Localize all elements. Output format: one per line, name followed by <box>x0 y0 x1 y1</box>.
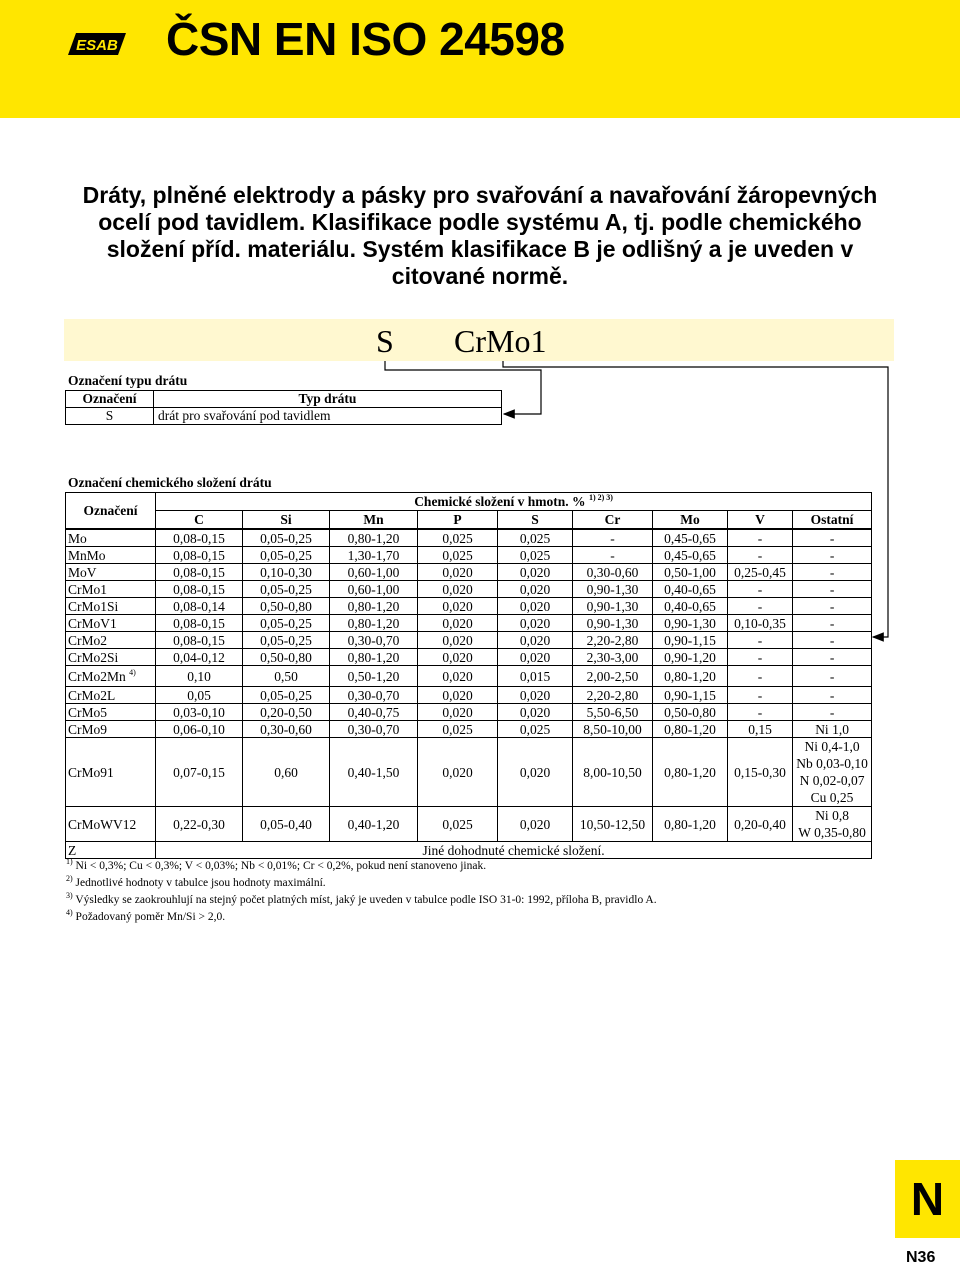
chemistry-cell-p: 0,020 <box>418 632 498 649</box>
chemistry-cell-mn: 0,60-1,00 <box>330 581 418 598</box>
chemistry-cell-mo: 0,90-1,20 <box>653 649 728 666</box>
chemistry-row-z <box>66 842 872 859</box>
chemistry-cell-mo: 0,80-1,20 <box>653 807 728 842</box>
chemistry-row-designation <box>66 547 156 564</box>
footnote <box>66 858 657 875</box>
chemistry-row-name: CrMo9 <box>68 721 108 737</box>
footnote <box>66 892 657 909</box>
chemistry-row-designation <box>66 687 156 704</box>
chemistry-cell-mn: 0,80-1,20 <box>330 615 418 632</box>
chemistry-cell-s: 0,020 <box>498 649 573 666</box>
chemistry-cell-mo: 0,45-0,65 <box>653 529 728 547</box>
chemistry-cell-p: 0,025 <box>418 721 498 738</box>
chemistry-cell-mn: 0,80-1,20 <box>330 529 418 547</box>
footnote-ref: 3) <box>66 891 73 900</box>
chemistry-row <box>66 529 872 547</box>
chemistry-cell-s: 0,020 <box>498 687 573 704</box>
chemistry-header-row-2 <box>66 511 872 530</box>
chemistry-row-designation <box>66 615 156 632</box>
chemistry-cell-s: 0,025 <box>498 529 573 547</box>
page-number: N36 <box>906 1249 936 1266</box>
chemistry-cell-mn: 1,30-1,70 <box>330 547 418 564</box>
chemistry-cell-other: - <box>793 598 872 615</box>
chemistry-row-name: CrMo2Si <box>68 649 119 665</box>
chemistry-cell-p: 0,025 <box>418 547 498 564</box>
chemistry-row-designation <box>66 704 156 721</box>
chemistry-cell-s: 0,020 <box>498 632 573 649</box>
chemistry-cell-mn: 0,60-1,00 <box>330 564 418 581</box>
chemistry-cell-mn: 0,30-0,70 <box>330 721 418 738</box>
chemistry-cell-mo: 0,50-1,00 <box>653 564 728 581</box>
chemistry-cell-mn: 0,80-1,20 <box>330 598 418 615</box>
chemistry-cell-c: 0,08-0,15 <box>156 632 243 649</box>
chemistry-row-designation <box>66 649 156 666</box>
chemistry-row <box>66 615 872 632</box>
chemistry-col-header: V <box>728 511 793 530</box>
footnote-text: Jednotlivé hodnoty v tabulce jsou hodnoty maximální. <box>75 877 326 889</box>
chemistry-cell-p: 0,020 <box>418 581 498 598</box>
chemistry-cell-p: 0,020 <box>418 649 498 666</box>
chemistry-cell-other: - <box>793 687 872 704</box>
chemistry-other-line: Cu 0,25 <box>810 790 854 805</box>
chemistry-cell-mn: 0,40-0,75 <box>330 704 418 721</box>
chemistry-row-designation <box>66 632 156 649</box>
wire-type-code: S <box>66 408 154 425</box>
chemistry-col-header: C <box>156 511 243 530</box>
chemistry-cell-cr: 8,50-10,00 <box>573 721 653 738</box>
chemistry-row <box>66 721 872 738</box>
chemistry-row-designation <box>66 738 156 807</box>
footnote-text: Ni < 0,3%; Cu < 0,3%; V < 0,03%; Nb < 0,01%; Cr < 0,2%, pokud není stanoveno jinak. <box>75 860 487 872</box>
chemistry-cell-v: - <box>728 649 793 666</box>
chemistry-col-header: Si <box>243 511 330 530</box>
chemistry-cell-p: 0,020 <box>418 666 498 687</box>
chemistry-row-name: MnMo <box>68 547 106 563</box>
chemistry-row-name: CrMo5 <box>68 704 108 720</box>
chemistry-cell-other: - <box>793 581 872 598</box>
chemistry-cell-s: 0,025 <box>498 547 573 564</box>
chemistry-row <box>66 738 872 807</box>
chemistry-cell-si: 0,60 <box>243 738 330 807</box>
chemistry-cell-s: 0,015 <box>498 666 573 687</box>
chemistry-cell-other: - <box>793 649 872 666</box>
chemistry-cell-v: - <box>728 632 793 649</box>
chemistry-cell-cr: - <box>573 529 653 547</box>
section-tab: N <box>895 1160 960 1238</box>
chemistry-cell-si: 0,05-0,25 <box>243 547 330 564</box>
chemistry-cell-other: - <box>793 704 872 721</box>
chemistry-cell-mo: 0,40-0,65 <box>653 598 728 615</box>
chemistry-row-name: CrMoV1 <box>68 615 117 631</box>
chemistry-group-header <box>156 493 872 511</box>
chemistry-row <box>66 598 872 615</box>
chemistry-cell-mo: 0,90-1,30 <box>653 615 728 632</box>
chemistry-cell-c: 0,08-0,14 <box>156 598 243 615</box>
chemistry-row-footnote-ref: 4) <box>129 667 136 677</box>
chemistry-cell-mn: 0,80-1,20 <box>330 649 418 666</box>
chemistry-col-designation: Označení <box>66 493 156 530</box>
chemistry-cell-v: - <box>728 598 793 615</box>
chemistry-cell-other: Ni 1,0 <box>793 721 872 738</box>
chemistry-row <box>66 632 872 649</box>
chemistry-col-header: Mn <box>330 511 418 530</box>
chemistry-cell-cr: 0,90-1,30 <box>573 615 653 632</box>
chemistry-row-designation <box>66 721 156 738</box>
chemistry-row-name: CrMo1 <box>68 581 108 597</box>
chemistry-cell-p: 0,020 <box>418 704 498 721</box>
chemistry-row-name: Mo <box>68 530 87 546</box>
chemistry-cell-v: 0,25-0,45 <box>728 564 793 581</box>
chemistry-cell-c: 0,04-0,12 <box>156 649 243 666</box>
chemistry-row-designation <box>66 529 156 547</box>
chemistry-cell-si: 0,05-0,25 <box>243 687 330 704</box>
footnote-text: Požadovaný poměr Mn/Si > 2,0. <box>75 911 226 923</box>
chemistry-row <box>66 581 872 598</box>
chemistry-cell-c: 0,08-0,15 <box>156 564 243 581</box>
chemistry-row <box>66 547 872 564</box>
chemistry-cell-s: 0,020 <box>498 581 573 598</box>
wire-type-description: drát pro svařování pod tavidlem <box>154 408 502 425</box>
chemistry-row <box>66 564 872 581</box>
chemistry-other-line: Nb 0,03-0,10 <box>796 756 868 771</box>
chemistry-cell-v: - <box>728 581 793 598</box>
chemistry-table <box>65 492 872 859</box>
chemistry-cell-si: 0,50-0,80 <box>243 649 330 666</box>
chemistry-cell-p: 0,020 <box>418 598 498 615</box>
chemistry-cell-cr: 2,30-3,00 <box>573 649 653 666</box>
chemistry-section-title: Označení chemického složení drátu <box>68 475 272 490</box>
chemistry-col-header: Mo <box>653 511 728 530</box>
chemistry-cell-other: - <box>793 632 872 649</box>
footnote-text: Výsledky se zaokrouhlují na stejný počet platných míst, jaký je uveden v tabulce podle ISO 31-0: 1992, příloha B, pravidlo A. <box>75 894 657 906</box>
chemistry-row-z-text: Jiné dohodnuté chemické složení. <box>156 842 872 859</box>
chemistry-cell-cr: 2,00-2,50 <box>573 666 653 687</box>
chemistry-cell-other: - <box>793 529 872 547</box>
chemistry-row-name: CrMoWV12 <box>68 816 137 832</box>
chemistry-cell-mo: 0,90-1,15 <box>653 632 728 649</box>
chemistry-cell-v: - <box>728 704 793 721</box>
chemistry-row-name: CrMo2Mn <box>68 668 126 684</box>
chemistry-cell-si: 0,05-0,25 <box>243 529 330 547</box>
chemistry-col-header: S <box>498 511 573 530</box>
chemistry-cell-mo: 0,50-0,80 <box>653 704 728 721</box>
chemistry-col-header: P <box>418 511 498 530</box>
chemistry-cell-other: - <box>793 564 872 581</box>
chemistry-cell-cr: 2,20-2,80 <box>573 632 653 649</box>
chemistry-cell-other: - <box>793 615 872 632</box>
chemistry-cell-c: 0,03-0,10 <box>156 704 243 721</box>
chemistry-other-line: Ni 0,4-1,0 <box>804 739 860 754</box>
chemistry-row <box>66 704 872 721</box>
esab-logo-text: ESAB <box>76 37 118 54</box>
chemistry-other-line: N 0,02-0,07 <box>799 773 865 788</box>
chemistry-cell-c: 0,08-0,15 <box>156 547 243 564</box>
chemistry-cell-si: 0,05-0,25 <box>243 615 330 632</box>
chemistry-cell-cr: 0,90-1,30 <box>573 598 653 615</box>
footnote-ref: 1) <box>66 857 73 866</box>
chemistry-cell-s: 0,020 <box>498 564 573 581</box>
chemistry-row <box>66 649 872 666</box>
chemistry-cell-mn: 0,50-1,20 <box>330 666 418 687</box>
chemistry-cell-s: 0,020 <box>498 598 573 615</box>
wire-type-row <box>66 408 502 425</box>
chemistry-header-row-1 <box>66 493 872 511</box>
chemistry-cell-c: 0,05 <box>156 687 243 704</box>
chemistry-cell-c: 0,08-0,15 <box>156 529 243 547</box>
chemistry-cell-v: - <box>728 547 793 564</box>
chemistry-cell-si: 0,50 <box>243 666 330 687</box>
chemistry-col-header: Ostatní <box>793 511 872 530</box>
chemistry-cell-c: 0,08-0,15 <box>156 615 243 632</box>
chemistry-cell-mo: 0,45-0,65 <box>653 547 728 564</box>
chemistry-cell-si: 0,05-0,40 <box>243 807 330 842</box>
chemistry-row-name: CrMo1Si <box>68 598 119 614</box>
chemistry-cell-cr: 2,20-2,80 <box>573 687 653 704</box>
page-title: ČSN EN ISO 24598 <box>166 13 565 65</box>
chemistry-cell-c: 0,07-0,15 <box>156 738 243 807</box>
chemistry-cell-si: 0,50-0,80 <box>243 598 330 615</box>
chemistry-row-name: CrMo91 <box>68 764 114 780</box>
chemistry-cell-si: 0,10-0,30 <box>243 564 330 581</box>
chemistry-row-name: CrMo2L <box>68 687 116 703</box>
chemistry-cell-v: 0,20-0,40 <box>728 807 793 842</box>
chemistry-cell-v: - <box>728 687 793 704</box>
chemistry-cell-cr: 5,50-6,50 <box>573 704 653 721</box>
chemistry-cell-si: 0,05-0,25 <box>243 632 330 649</box>
chemistry-cell-v: - <box>728 529 793 547</box>
designation-part-chemistry: CrMo1 <box>454 323 547 359</box>
chemistry-cell-p: 0,020 <box>418 615 498 632</box>
chemistry-cell-other <box>793 807 872 842</box>
chemistry-cell-si: 0,20-0,50 <box>243 704 330 721</box>
chemistry-cell-s: 0,020 <box>498 615 573 632</box>
chemistry-row-designation <box>66 581 156 598</box>
chemistry-row-designation <box>66 564 156 581</box>
footnote <box>66 875 657 892</box>
chemistry-row-designation <box>66 807 156 842</box>
chemistry-cell-s: 0,020 <box>498 807 573 842</box>
footnote <box>66 909 657 926</box>
chemistry-cell-cr: 10,50-12,50 <box>573 807 653 842</box>
chemistry-cell-si: 0,30-0,60 <box>243 721 330 738</box>
chemistry-row-designation <box>66 666 156 687</box>
wire-type-section-title: Označení typu drátu <box>68 373 188 388</box>
wire-type-col-type: Typ drátu <box>154 391 502 408</box>
chemistry-cell-p: 0,020 <box>418 564 498 581</box>
chemistry-row-name: Z <box>66 842 156 859</box>
chemistry-cell-other: - <box>793 547 872 564</box>
chemistry-cell-p: 0,025 <box>418 529 498 547</box>
chemistry-row-name: CrMo2 <box>68 632 108 648</box>
chemistry-other-line: Ni 0,8 <box>815 808 849 823</box>
designation-part-wire-type: S <box>376 323 394 359</box>
chemistry-row <box>66 807 872 842</box>
wire-type-table <box>65 390 502 425</box>
chemistry-cell-s: 0,020 <box>498 738 573 807</box>
chemistry-cell-mn: 0,40-1,20 <box>330 807 418 842</box>
chemistry-cell-p: 0,020 <box>418 738 498 807</box>
chemistry-cell-mn: 0,30-0,70 <box>330 632 418 649</box>
chemistry-col-header: Cr <box>573 511 653 530</box>
chemistry-cell-v: - <box>728 666 793 687</box>
chemistry-cell-p: 0,025 <box>418 807 498 842</box>
chemistry-cell-si: 0,05-0,25 <box>243 581 330 598</box>
chemistry-other-line: W 0,35-0,80 <box>798 825 866 840</box>
chemistry-cell-c: 0,08-0,15 <box>156 581 243 598</box>
chemistry-row <box>66 687 872 704</box>
footnote-ref: 4) <box>66 908 73 917</box>
chemistry-cell-p: 0,020 <box>418 687 498 704</box>
chemistry-cell-v: 0,15 <box>728 721 793 738</box>
chemistry-cell-cr: 8,00-10,50 <box>573 738 653 807</box>
chemistry-cell-mo: 0,80-1,20 <box>653 721 728 738</box>
chemistry-cell-mo: 0,90-1,15 <box>653 687 728 704</box>
wire-type-col-designation: Označení <box>66 391 154 408</box>
chemistry-cell-cr: 0,30-0,60 <box>573 564 653 581</box>
chemistry-cell-mo: 0,80-1,20 <box>653 666 728 687</box>
chemistry-cell-cr: - <box>573 547 653 564</box>
chemistry-cell-cr: 0,90-1,30 <box>573 581 653 598</box>
chemistry-cell-v: 0,15-0,30 <box>728 738 793 807</box>
chemistry-row-name: MoV <box>68 564 97 580</box>
chemistry-cell-mo: 0,40-0,65 <box>653 581 728 598</box>
chemistry-cell-mo: 0,80-1,20 <box>653 738 728 807</box>
chemistry-row <box>66 666 872 687</box>
chemistry-cell-s: 0,025 <box>498 721 573 738</box>
chemistry-cell-c: 0,10 <box>156 666 243 687</box>
chemistry-cell-c: 0,06-0,10 <box>156 721 243 738</box>
document-subtitle: Dráty, plněné elektrody a pásky pro svařování a navařování žáropevných ocelí pod tavidlem. Klasifikace podle systému A, tj. podle chemického složení příd. materiálu. Systém klasifikace B je odlišný a je uveden v citované normě. <box>82 182 878 289</box>
chemistry-cell-v: 0,10-0,35 <box>728 615 793 632</box>
chemistry-row-designation <box>66 598 156 615</box>
footnotes <box>66 858 657 926</box>
chemistry-cell-mn: 0,30-0,70 <box>330 687 418 704</box>
chemistry-cell-other <box>793 738 872 807</box>
chemistry-cell-s: 0,020 <box>498 704 573 721</box>
wire-type-header-row <box>66 391 502 408</box>
chemistry-group-header-refs: 1) 2) 3) <box>588 493 613 502</box>
chemistry-cell-c: 0,22-0,30 <box>156 807 243 842</box>
chemistry-cell-mn: 0,40-1,50 <box>330 738 418 807</box>
chemistry-group-header-text: Chemické složení v hmotn. % <box>414 494 586 509</box>
footnote-ref: 2) <box>66 874 73 883</box>
chemistry-cell-other: - <box>793 666 872 687</box>
